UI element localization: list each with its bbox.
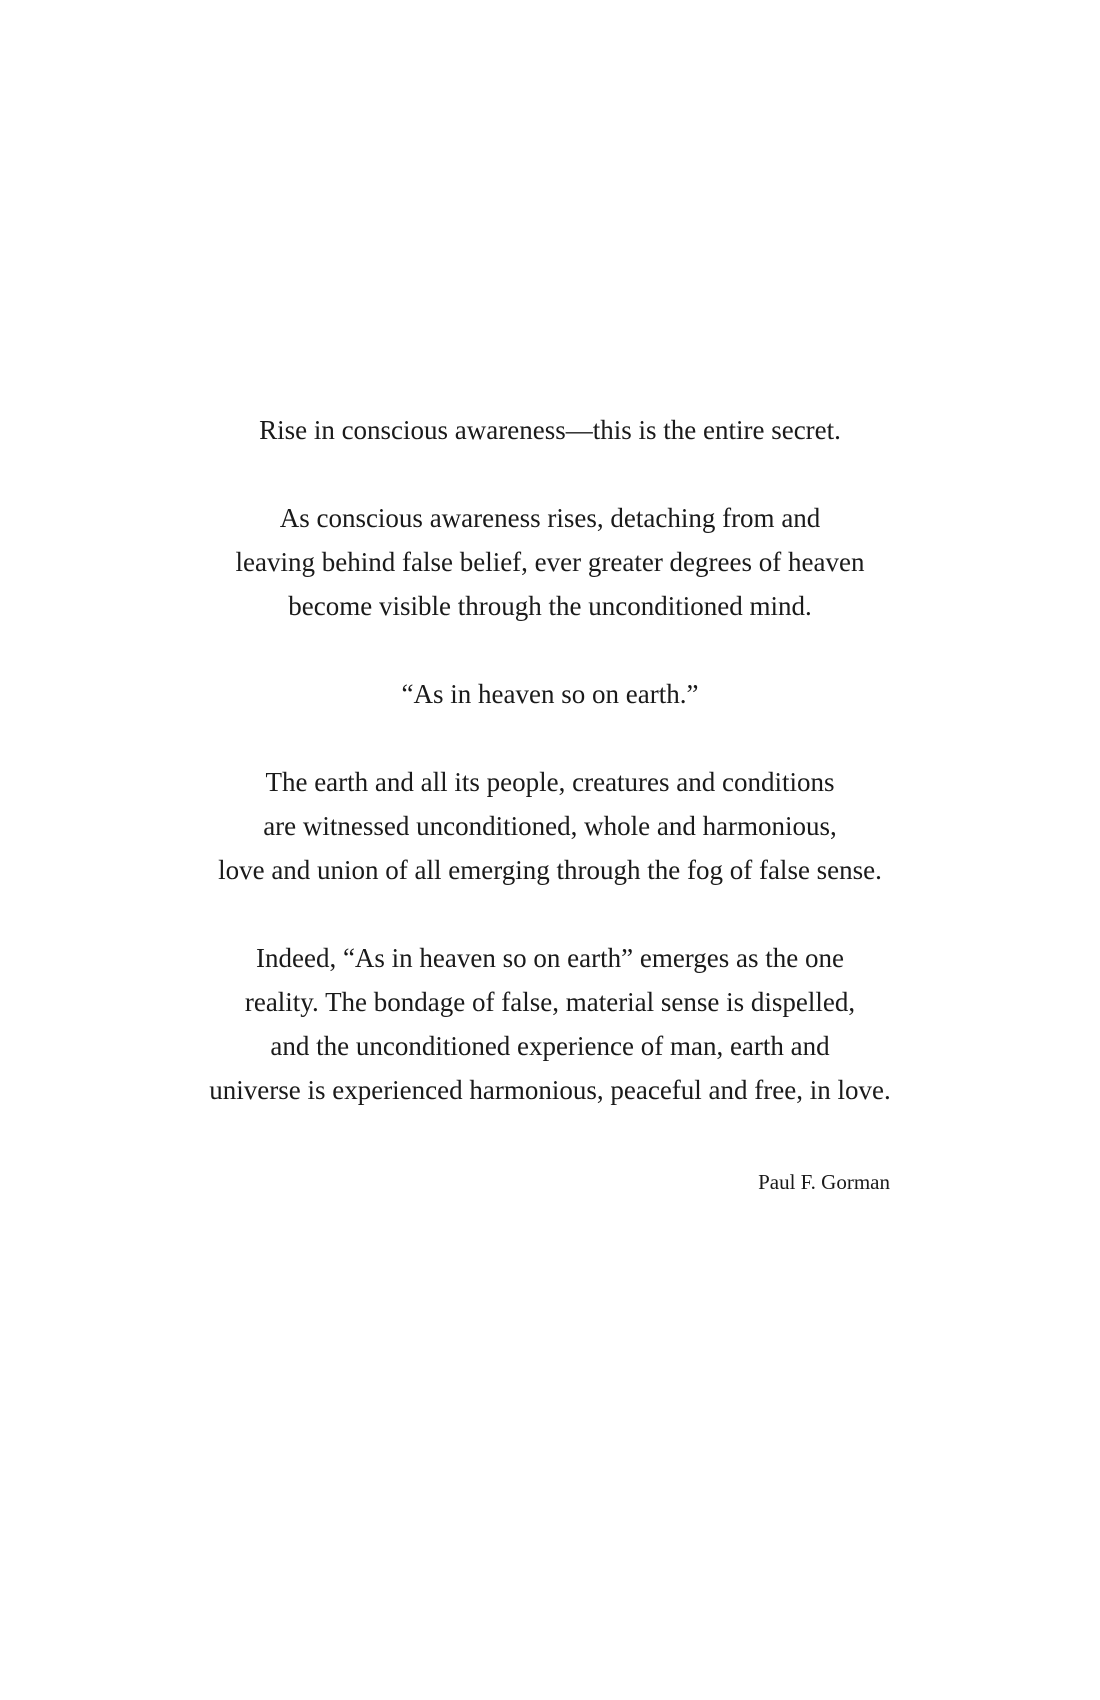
stanza-line: universe is experienced harmonious, peaceful and free, in love.	[209, 1075, 891, 1105]
stanza-line: are witnessed unconditioned, whole and harmonious,	[263, 811, 837, 841]
stanza-3	[0, 672, 1100, 716]
stanza-1	[0, 408, 1100, 452]
stanza-line: The earth and all its people, creatures and conditions	[265, 767, 835, 797]
stanza-2	[0, 496, 1100, 628]
author-attribution: Paul F. Gorman	[758, 1170, 890, 1194]
stanza-line: Rise in conscious awareness—this is the entire secret.	[259, 415, 841, 445]
stanza-line: and the unconditioned experience of man, earth and	[270, 1031, 830, 1061]
poem-text	[0, 408, 1100, 1156]
stanza-line: Indeed, “As in heaven so on earth” emerges as the one	[255, 943, 845, 973]
stanza-5	[0, 936, 1100, 1112]
stanza-4	[0, 760, 1100, 892]
stanza-line: As conscious awareness rises, detaching from and	[279, 503, 821, 533]
stanza-line: love and union of all emerging through the fog of false sense.	[218, 855, 882, 885]
stanza-line: become visible through the unconditioned mind.	[288, 591, 812, 621]
stanza-line: leaving behind false belief, ever greater degrees of heaven	[235, 547, 865, 577]
stanza-line: “As in heaven so on earth.”	[401, 679, 699, 709]
stanza-line: reality. The bondage of false, material sense is dispelled,	[244, 987, 856, 1017]
